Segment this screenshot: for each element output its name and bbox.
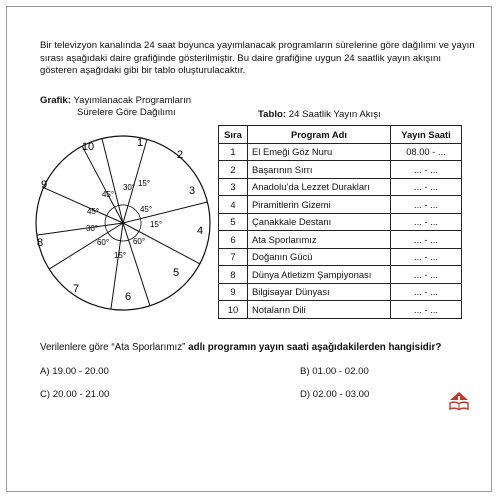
pie-angle-arc (139, 219, 141, 232)
row-no: 1 (219, 143, 248, 161)
header-time: Yayın Saati (391, 126, 462, 144)
row-no: 5 (219, 213, 248, 231)
pie-sector-label: 3 (188, 185, 196, 197)
row-no: 8 (219, 266, 248, 284)
row-name: Doğanın Gücü (248, 248, 391, 266)
pie-sector-label: 2 (176, 149, 184, 161)
row-time: ... - ... (391, 283, 462, 301)
header-sira: Sıra (219, 126, 248, 144)
table-row (219, 248, 462, 266)
table-caption-title: 24 Saatlik Yayın Akışı (288, 109, 381, 120)
pie-radius (123, 202, 207, 223)
table-row (219, 301, 462, 319)
header-program: Program Adı (248, 126, 391, 144)
pie-sector-label: 8 (36, 237, 44, 249)
pie-angle-arc (119, 205, 128, 206)
question-show-name: “Ata Sporlarımız” (111, 342, 186, 353)
row-time: 08.00 - ... (391, 143, 462, 161)
row-time: ... - ... (391, 231, 462, 249)
pie-angle-label: 15° (137, 179, 151, 188)
pie-angle-arc (105, 226, 108, 233)
pie-angle-label: 45° (101, 190, 115, 199)
pie-sector-label: 5 (172, 267, 180, 279)
table-row (219, 266, 462, 284)
row-name: Anadolu’da Lezzet Durakları (248, 178, 391, 196)
row-no: 2 (219, 161, 248, 179)
pie-radius (111, 223, 123, 309)
chart-caption (40, 95, 191, 119)
table-caption-label: Tablo: (258, 109, 287, 120)
option-c[interactable]: C) 20.00 - 21.00 (40, 389, 110, 400)
pie-sector-label: 7 (72, 283, 80, 295)
question-prefix: Verilenlere göre (40, 342, 109, 353)
pie-sector-label: 1 (136, 137, 144, 149)
row-name: El Emeği Göz Nuru (248, 143, 391, 161)
chart-caption-line1: Yayımlanacak Programların (73, 95, 192, 106)
table-row (219, 196, 462, 214)
pie-sector-label: 6 (124, 291, 132, 303)
pie-angle-arc (121, 240, 129, 241)
pie-angle-label: 45° (86, 207, 100, 216)
pie-angle-arc (128, 206, 141, 219)
pie-angle-label: 60° (96, 238, 110, 247)
table-row (219, 178, 462, 196)
table-header-row (219, 126, 462, 144)
pie-angle-label: 30° (85, 224, 99, 233)
table-row (219, 283, 462, 301)
row-time: ... - ... (391, 248, 462, 266)
option-a[interactable]: A) 19.00 - 20.00 (40, 366, 109, 377)
intro-text: Bir televizyon kanalında 24 saat boyunca yayımlanacak programların sürelerine göre dağılımı ve yayın sırası aşağıdaki daire grafiğinde gösterilmiştir. Bu daire grafiğine uygun 24 saatlik yayın akışını gösteren aşağıdaki gibi bir tablo oluşturulacaktır. (40, 40, 475, 77)
row-no: 7 (219, 248, 248, 266)
option-b[interactable]: B) 01.00 - 02.00 (300, 366, 369, 377)
row-name: Piramitlerin Gizemi (248, 196, 391, 214)
pie-angle-label: 45° (139, 205, 153, 214)
pie-sector-label: 9 (40, 179, 48, 191)
question-text (40, 342, 441, 353)
table-row (219, 143, 462, 161)
row-no: 6 (219, 231, 248, 249)
pie-angle-label: 30° (122, 183, 136, 192)
pie-sector-label: 10 (81, 141, 95, 153)
row-name: Notaların Dili (248, 301, 391, 319)
row-no: 9 (219, 283, 248, 301)
pie-angle-label: 60° (132, 237, 146, 246)
row-no: 10 (219, 301, 248, 319)
row-name: Çanakkale Destanı (248, 213, 391, 231)
pie-radius (102, 139, 123, 223)
schedule-table (218, 125, 462, 319)
row-no: 4 (219, 196, 248, 214)
pie-chart (28, 128, 218, 318)
table-row (219, 231, 462, 249)
publisher-logo-icon (447, 390, 471, 412)
table-row (219, 161, 462, 179)
row-time: ... - ... (391, 301, 462, 319)
pie-angle-arc (107, 207, 115, 216)
pie-radius (37, 223, 123, 235)
chart-caption-line2: Sürelere Göre Dağılımı (77, 107, 176, 118)
row-name: Başarının Sırrı (248, 161, 391, 179)
pie-angle-label: 15° (149, 220, 163, 229)
row-no: 3 (219, 178, 248, 196)
row-name: Dünya Atletizm Şampiyonası (248, 266, 391, 284)
table-caption (258, 109, 381, 120)
row-time: ... - ... (391, 196, 462, 214)
pie-angle-label: 15° (113, 251, 127, 260)
pie-angle-arc (105, 216, 107, 226)
chart-caption-label: Grafik: (40, 95, 71, 106)
question-rest: adlı programın yayın saati aşağıdakilerden hangisidir? (188, 342, 442, 353)
row-name: Bilgisayar Dünyası (248, 283, 391, 301)
row-time: ... - ... (391, 213, 462, 231)
pie-angle-arc (108, 233, 121, 241)
option-d[interactable]: D) 02.00 - 03.00 (300, 389, 370, 400)
pie-sector-label: 4 (196, 225, 204, 237)
table-row (219, 213, 462, 231)
row-time: ... - ... (391, 266, 462, 284)
pie-angle-arc (115, 206, 119, 208)
row-time: ... - ... (391, 178, 462, 196)
row-time: ... - ... (391, 161, 462, 179)
row-name: Ata Sporlarımız (248, 231, 391, 249)
